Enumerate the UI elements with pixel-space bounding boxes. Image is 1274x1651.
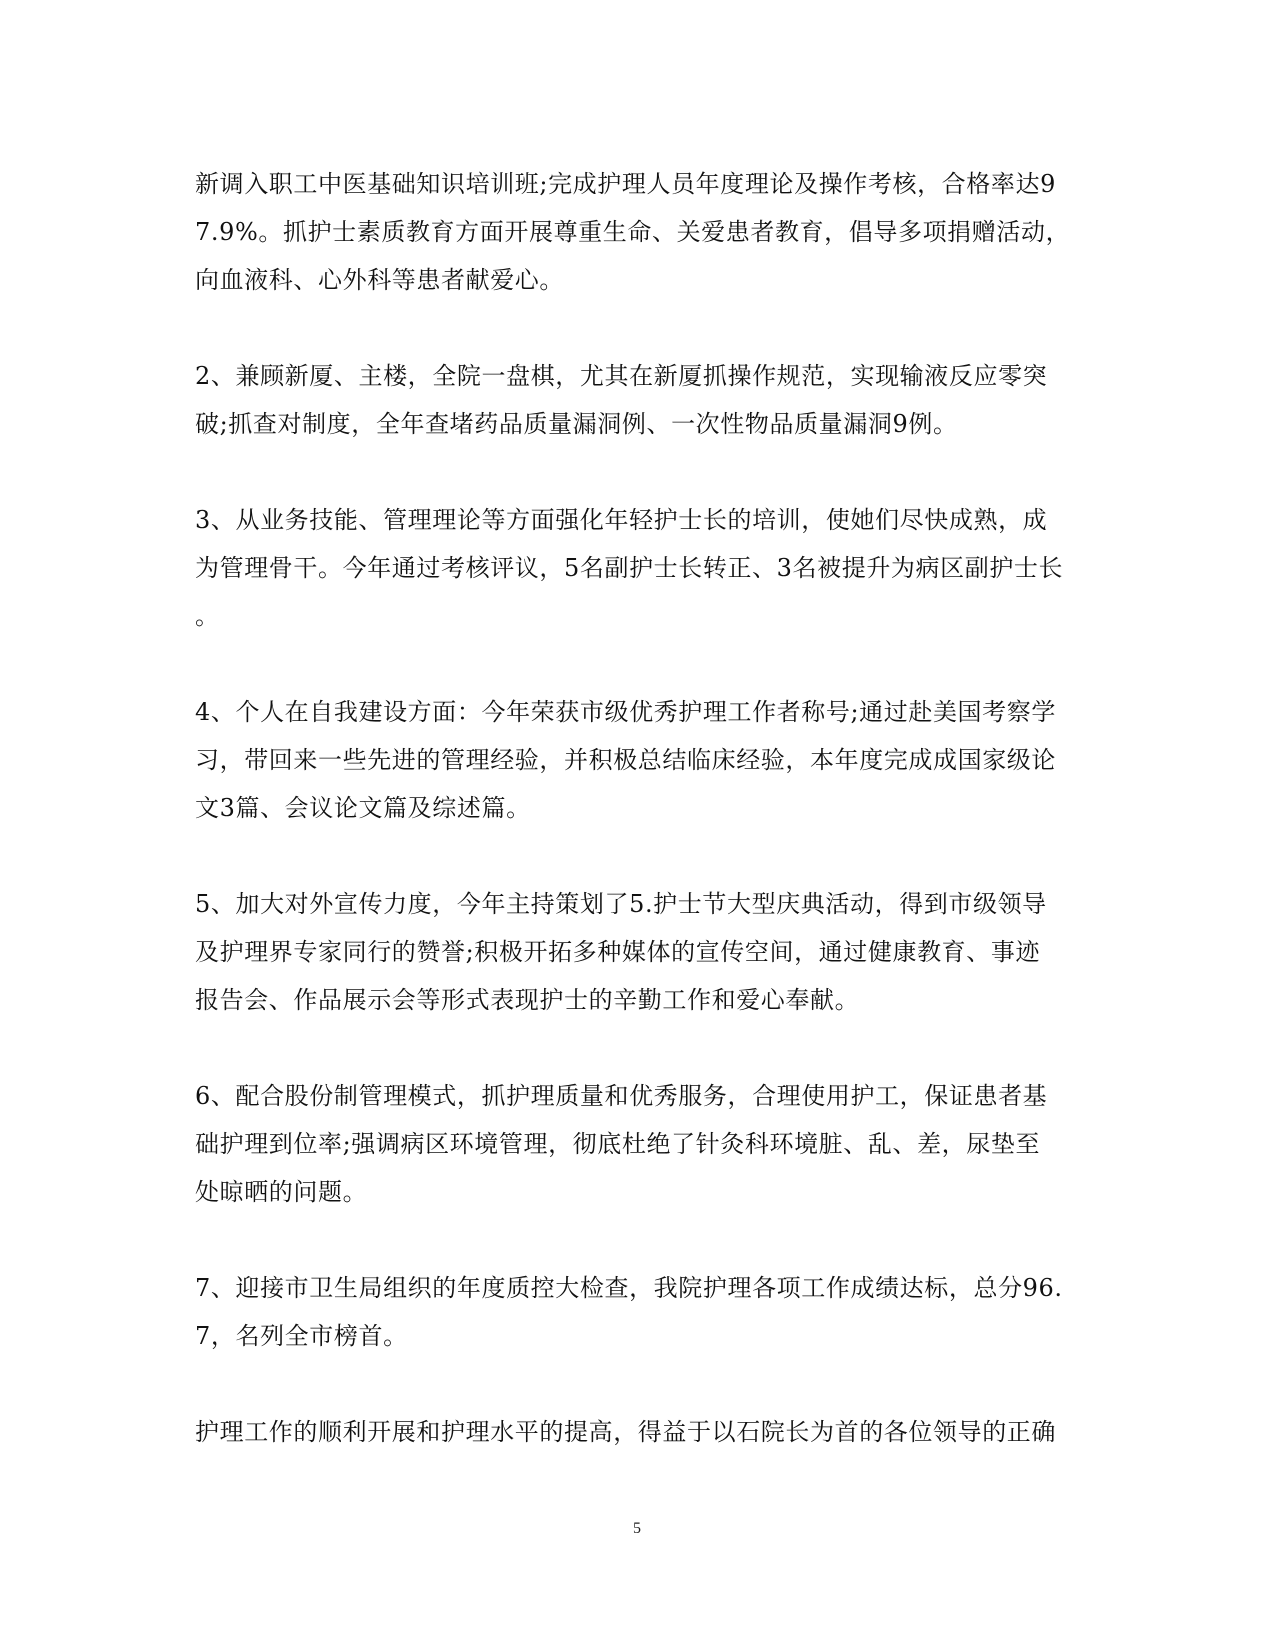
text-line: 处晾晒的问题。 [195, 1178, 368, 1206]
text-line: 报告会、作品展示会等形式表现护士的辛勤工作和爱心奉献。 [195, 986, 860, 1014]
paragraph-8 [195, 1408, 1075, 1456]
text-line: 3、从业务技能、管理理论等方面强化年轻护士长的培训，使她们尽快成熟，成 [195, 506, 1048, 534]
text-line: 及护理界专家同行的赞誉;积极开拓多种媒体的宣传空间，通过健康教育、事迹 [195, 938, 1041, 966]
paragraph-6 [195, 1072, 1075, 1216]
text-line: 文3篇、会议论文篇及综述篇。 [195, 794, 531, 822]
text-line: 习，带回来一些先进的管理经验，并积极总结临床经验，本年度完成成国家级论 [195, 746, 1056, 774]
paragraph-3 [195, 496, 1075, 640]
text-line: 7、迎接市卫生局组织的年度质控大检查，我院护理各项工作成绩达标，总分96. [195, 1274, 1063, 1302]
text-line: 护理工作的顺利开展和护理水平的提高，得益于以石院长为首的各位领导的正确 [195, 1418, 1056, 1446]
page-number: 5 [633, 1520, 641, 1537]
body-text [195, 160, 1075, 1504]
paragraph-1 [195, 160, 1075, 304]
text-line: 7.9%。抓护士素质教育方面开展尊重生命、关爱患者教育，倡导多项捐赠活动， [195, 218, 1071, 246]
paragraph-2 [195, 352, 1075, 448]
text-line: 为管理骨干。今年通过考核评议，5名副护士长转正、3名被提升为病区副护士长 [195, 554, 1064, 582]
text-line: 2、兼顾新厦、主楼，全院一盘棋，尤其在新厦抓操作规范，实现输液反应零突 [195, 362, 1048, 390]
text-line: 6、配合股份制管理模式，抓护理质量和优秀服务，合理使用护工，保证患者基 [195, 1082, 1048, 1110]
paragraph-7 [195, 1264, 1075, 1360]
text-line: 向血液科、心外科等患者献爱心。 [195, 266, 564, 294]
text-line: 7，名列全市榜首。 [195, 1322, 408, 1350]
text-line: 5、加大对外宣传力度，今年主持策划了5.护士节大型庆典活动，得到市级领导 [195, 890, 1047, 918]
text-line: 础护理到位率;强调病区环境管理，彻底杜绝了针灸科环境脏、乱、差，尿垫至 [195, 1130, 1041, 1158]
paragraph-4 [195, 688, 1075, 832]
paragraph-5 [195, 880, 1075, 1024]
text-line: 新调入职工中医基础知识培训班;完成护理人员年度理论及操作考核，合格率达9 [195, 170, 1056, 198]
text-line: 破;抓查对制度，全年查堵药品质量漏洞例、一次性物品质量漏洞9例。 [195, 410, 958, 438]
text-line: 。 [195, 602, 220, 630]
text-line: 4、个人在自我建设方面：今年荣获市级优秀护理工作者称号;通过赴美国考察学 [195, 698, 1056, 726]
